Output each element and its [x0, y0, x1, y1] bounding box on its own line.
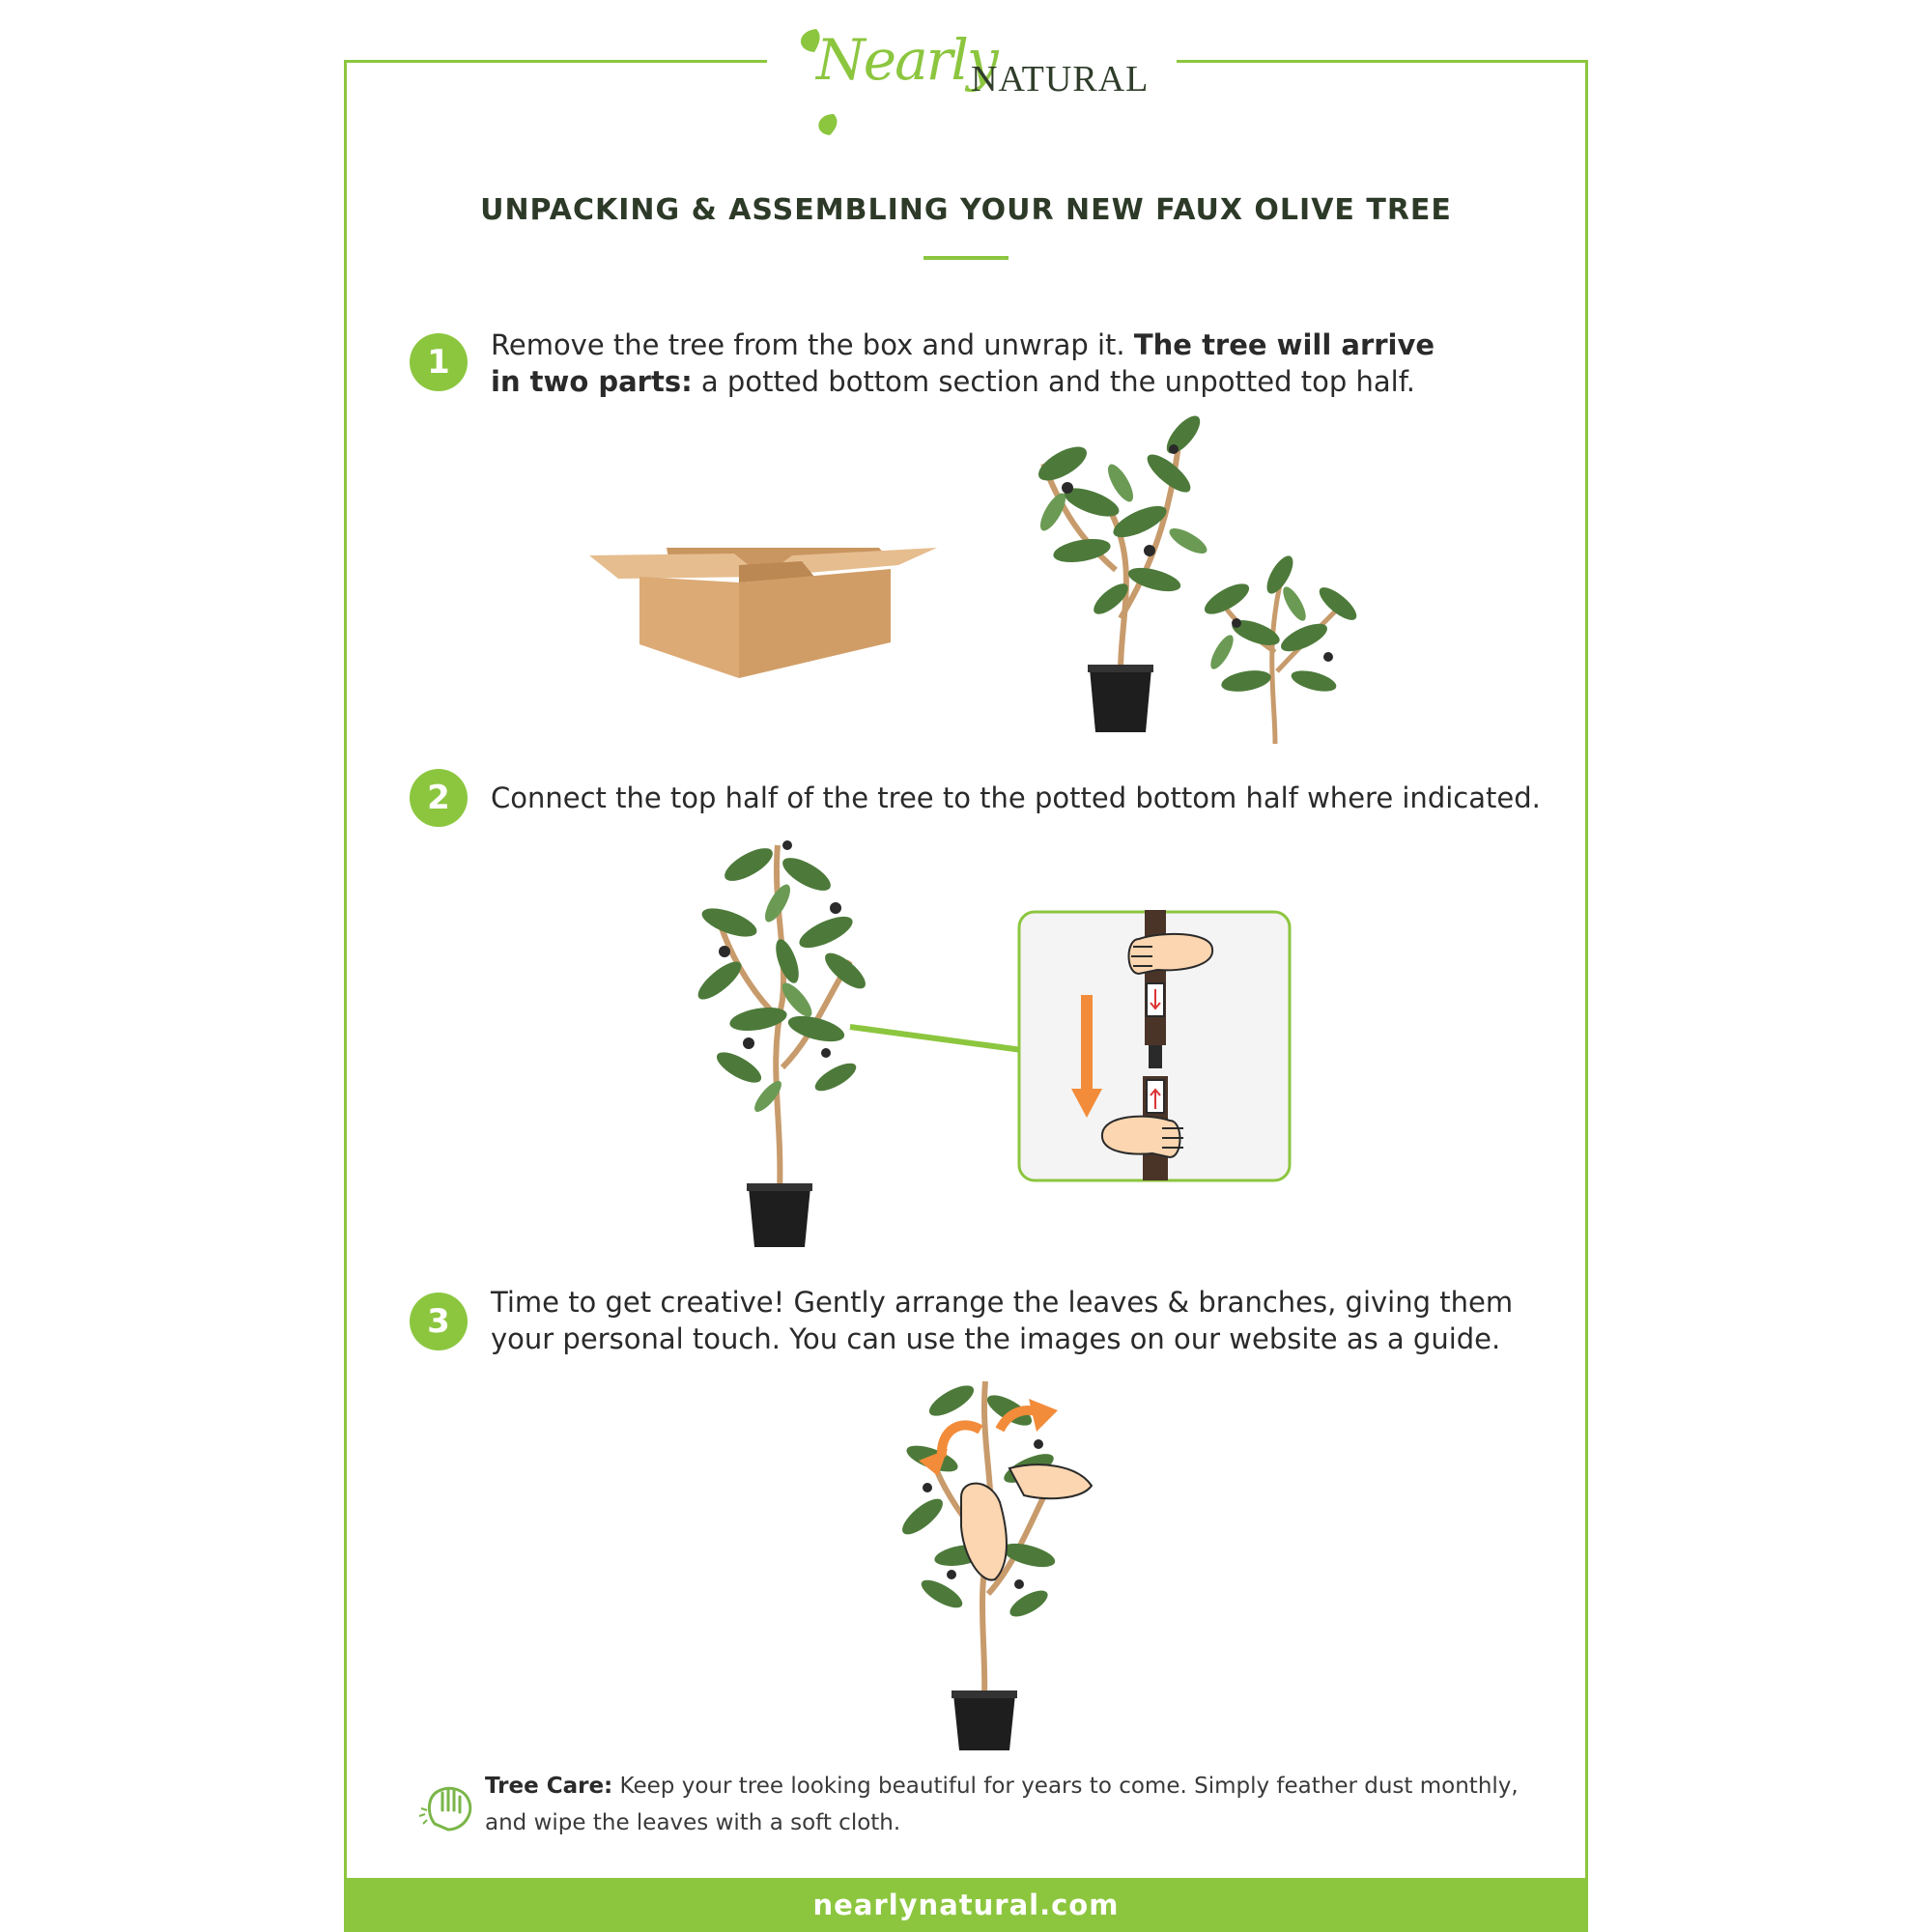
brand-caps: NATURAL	[971, 59, 1150, 99]
olive-tree-full-icon	[691, 826, 874, 1251]
step-1-number: 1	[410, 333, 468, 391]
title-divider	[923, 256, 1009, 260]
connector-line	[850, 1019, 1024, 1058]
olive-tree-top-icon	[1198, 546, 1367, 744]
tree-care-text: Keep your tree looking beautiful for years to come. Simply feather dust monthly, and wipe the leaves with a soft cloth.	[485, 1774, 1519, 1835]
brand-script: Nearly	[816, 27, 997, 93]
footer-website-link[interactable]: nearlynatural.com	[344, 1878, 1588, 1932]
olive-tree-bottom-icon	[1024, 406, 1227, 739]
frame-right	[1585, 60, 1588, 1886]
brand-logo[interactable]	[787, 21, 1154, 128]
cleaning-hand-icon	[413, 1772, 479, 1837]
olive-tree-arranging-icon	[903, 1372, 1096, 1748]
page-title: UNPACKING & ASSEMBLING YOUR NEW FAUX OLIVE TREE	[480, 193, 1452, 227]
step-1-text-b: a potted bottom section and the unpotted top half.	[692, 365, 1416, 398]
hand-icon	[1102, 1117, 1183, 1157]
tree-care-label: Tree Care:	[485, 1774, 613, 1799]
frame-left	[344, 60, 347, 1886]
cardboard-box-icon	[589, 526, 947, 681]
frame-top-right	[1177, 60, 1588, 63]
step-1-text-a: Remove the tree from the box and unwrap it.	[491, 328, 1134, 361]
frame-top-left	[344, 60, 767, 63]
step-1-text-bold: The tree will arrive in two parts:	[491, 328, 1435, 398]
step-3-text: Time to get creative! Gently arrange the leaves & branches, giving them your personal touch. You can use the images on our website as a guide.	[491, 1286, 1514, 1355]
tree-care-note	[485, 1768, 1528, 1841]
step-1-text	[491, 327, 1457, 400]
step-2-number: 2	[410, 769, 468, 827]
step-3-number: 3	[410, 1293, 468, 1350]
step-2-text: Connect the top half of the tree to the potted bottom half where indicated.	[491, 781, 1541, 814]
connection-detail-panel	[1017, 910, 1292, 1182]
